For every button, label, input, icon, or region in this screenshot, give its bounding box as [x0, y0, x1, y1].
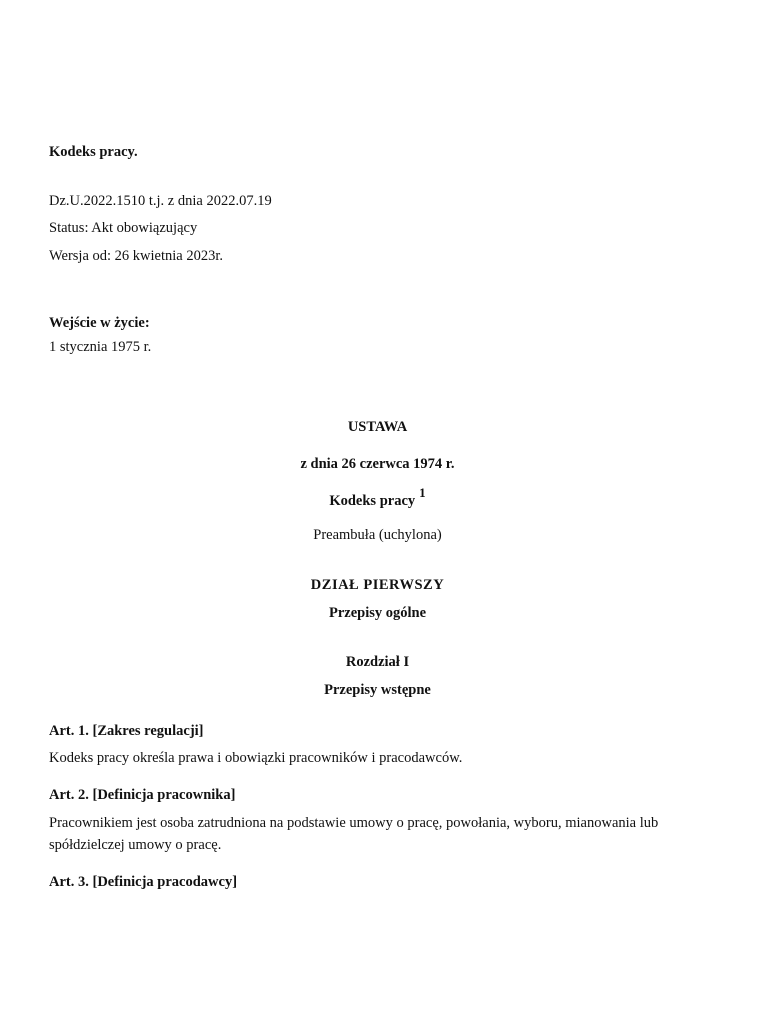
act-date-heading: z dnia 26 czerwca 1974 r. [300, 456, 455, 472]
act-name: Kodeks pracy [329, 493, 416, 509]
entry-into-force-date: 1 stycznia 1975 r. [49, 339, 152, 355]
article-text: Kodeks pracy określa prawa i obowiązki pracowników i pracodawców. [49, 750, 463, 766]
version-line: Wersja od: 26 kwietnia 2023r. [49, 248, 224, 264]
status-line: Status: Akt obowiązujący [49, 220, 198, 236]
entry-into-force-label: Wejście w życie: [49, 315, 150, 331]
chapter-heading: Rozdział I [345, 654, 410, 670]
footnote-reference[interactable]: 1 [419, 485, 426, 501]
article-heading: Art. 1. [Zakres regulacji] [49, 723, 204, 739]
act-name-heading [0, 485, 755, 510]
publication-reference: Dz.U.2022.1510 t.j. z dnia 2022.07.19 [49, 193, 272, 209]
chapter-subtitle: Przepisy wstępne [324, 682, 431, 698]
division-heading: DZIAŁ PIERWSZY [310, 577, 445, 593]
article-heading: Art. 2. [Definicja pracownika] [49, 787, 236, 803]
article-text: Pracownikiem jest osoba zatrudniona na podstawie umowy o pracę, powołania, wyboru, mianowania lub spółdzielczej umowy o pracę. [49, 815, 659, 853]
act-type-heading: USTAWA [347, 419, 408, 435]
article-heading: Art. 3. [Definicja pracodawcy] [49, 874, 238, 890]
document-title: Kodeks pracy. [49, 144, 138, 160]
preamble-note: Preambuła (uchylona) [313, 527, 442, 543]
division-subtitle: Przepisy ogólne [328, 605, 427, 621]
